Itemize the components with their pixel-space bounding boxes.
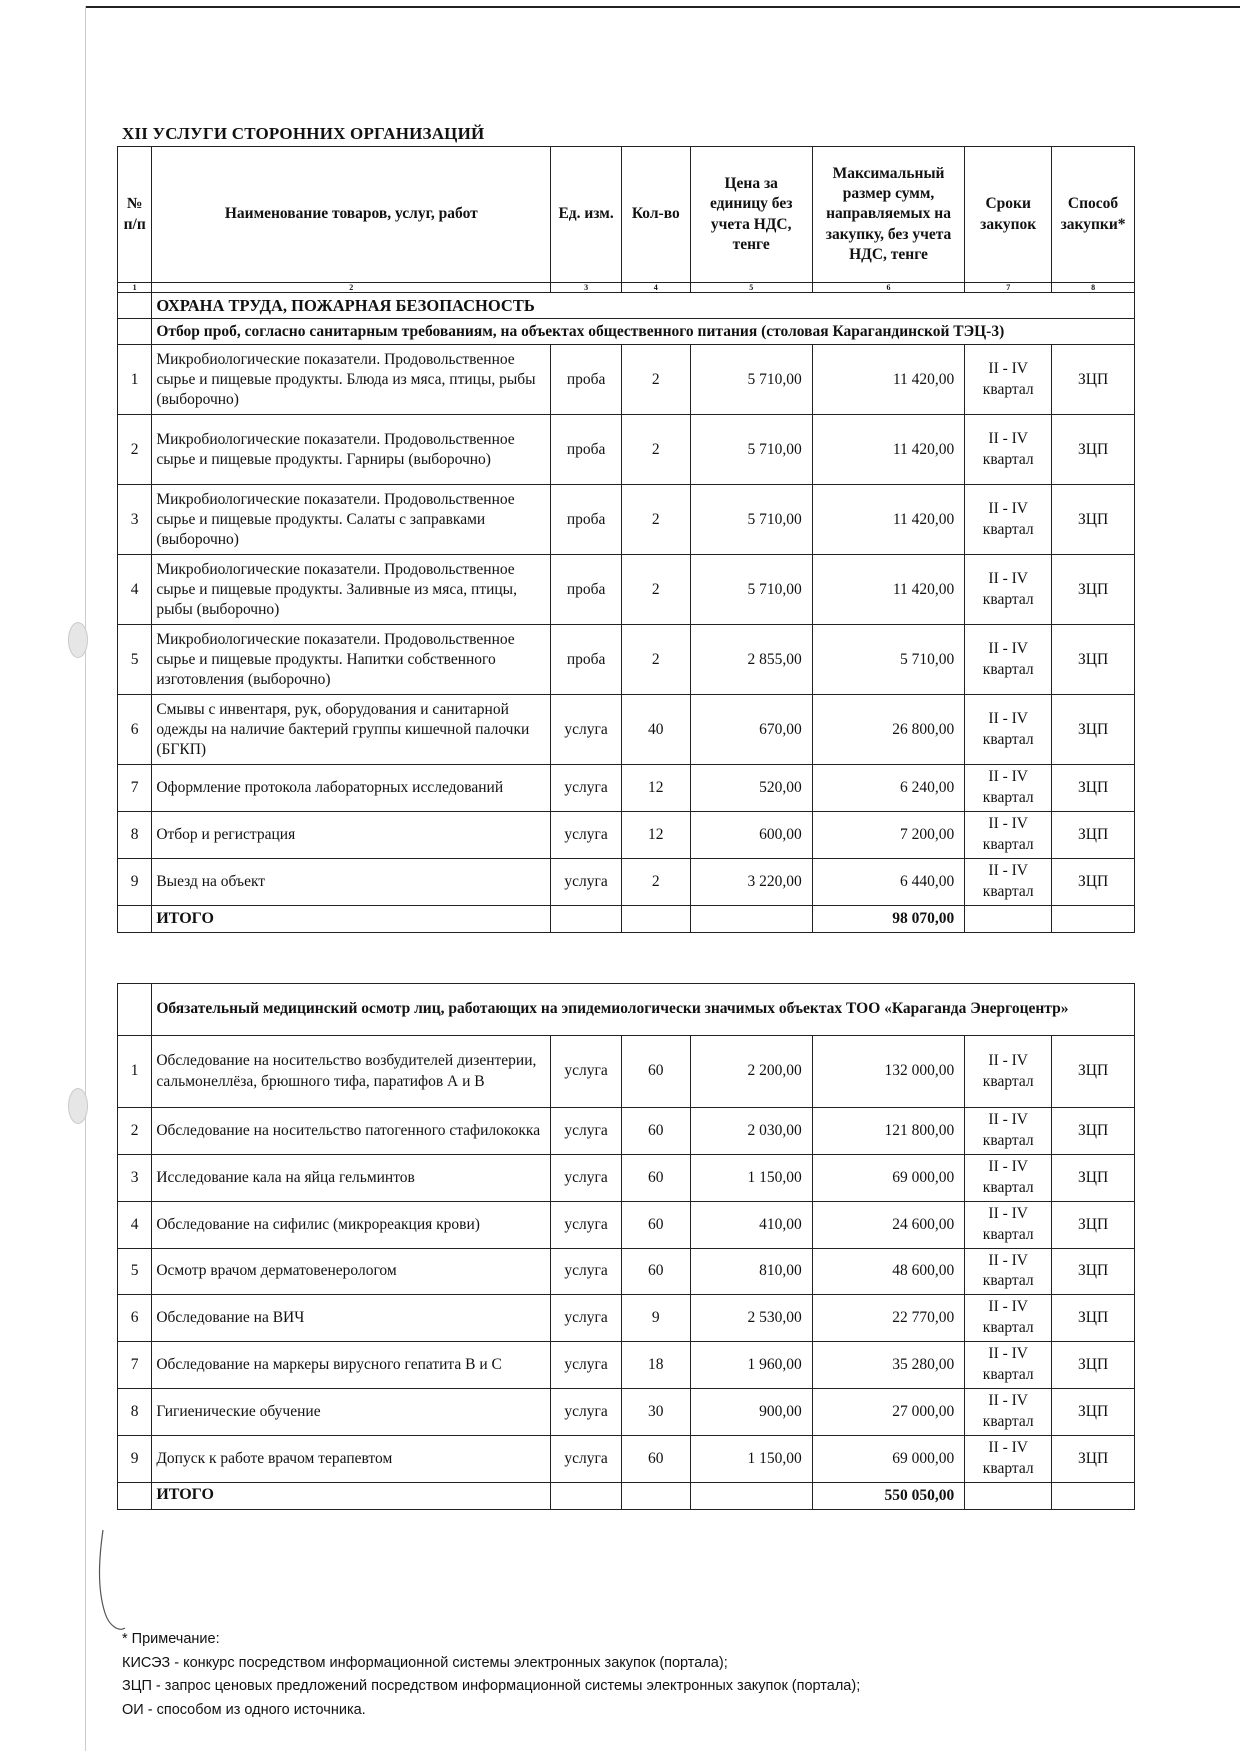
procurement-method: ЗЦП bbox=[1052, 1036, 1135, 1108]
procurement-table-medical bbox=[117, 983, 1135, 1510]
procurement-term: II - IV квартал bbox=[965, 1389, 1052, 1436]
row-number: 8 bbox=[118, 1389, 152, 1436]
table-row bbox=[118, 625, 1135, 695]
item-name: Обследование на носительство возбудителей дизентерии, сальмонеллёза, брюшного тифа, паратифов А и В bbox=[152, 1036, 551, 1108]
procurement-term: II - IV квартал bbox=[965, 1108, 1052, 1155]
item-name: Микробиологические показатели. Продовольственное сырье и пищевые продукты. Гарниры (выборочно) bbox=[152, 415, 551, 485]
total-label: ИТОГО bbox=[152, 905, 551, 932]
unit: услуга bbox=[551, 812, 622, 859]
procurement-method: ЗЦП bbox=[1052, 555, 1135, 625]
table-row bbox=[118, 1295, 1135, 1342]
max-sum: 27 000,00 bbox=[812, 1389, 964, 1436]
max-sum: 69 000,00 bbox=[812, 1154, 964, 1201]
category-row bbox=[118, 293, 1135, 319]
quantity: 12 bbox=[621, 812, 690, 859]
procurement-method: ЗЦП bbox=[1052, 765, 1135, 812]
quantity: 2 bbox=[621, 555, 690, 625]
column-number: 7 bbox=[965, 283, 1052, 293]
row-number: 3 bbox=[118, 1154, 152, 1201]
procurement-term: II - IV квартал bbox=[965, 1342, 1052, 1389]
unit-price: 5 710,00 bbox=[690, 415, 812, 485]
unit-price: 5 710,00 bbox=[690, 345, 812, 415]
item-name: Микробиологические показатели. Продовольственное сырье и пищевые продукты. Салаты с заправками (выборочно) bbox=[152, 485, 551, 555]
row-number: 1 bbox=[118, 1036, 152, 1108]
max-sum: 11 420,00 bbox=[812, 415, 964, 485]
procurement-method: ЗЦП bbox=[1052, 812, 1135, 859]
procurement-term: II - IV квартал bbox=[965, 765, 1052, 812]
punch-hole-icon bbox=[68, 622, 88, 658]
procurement-method: ЗЦП bbox=[1052, 1154, 1135, 1201]
row-number: 9 bbox=[118, 1435, 152, 1482]
column-number: 6 bbox=[812, 283, 964, 293]
column-number: 4 bbox=[621, 283, 690, 293]
quantity: 40 bbox=[621, 695, 690, 765]
row-number: 7 bbox=[118, 1342, 152, 1389]
column-number: 5 bbox=[690, 283, 812, 293]
unit-price: 810,00 bbox=[690, 1248, 812, 1295]
item-name: Микробиологические показатели. Продовольственное сырье и пищевые продукты. Заливные из мяса, птицы, рыбы (выборочно) bbox=[152, 555, 551, 625]
table-row bbox=[118, 1036, 1135, 1108]
max-sum: 7 200,00 bbox=[812, 812, 964, 859]
column-number: 3 bbox=[551, 283, 622, 293]
unit: услуга bbox=[551, 1248, 622, 1295]
unit-price: 3 220,00 bbox=[690, 859, 812, 906]
max-sum: 132 000,00 bbox=[812, 1036, 964, 1108]
note-line: ОИ - способом из одного источника. bbox=[122, 1701, 366, 1718]
table-row bbox=[118, 1435, 1135, 1482]
max-sum: 26 800,00 bbox=[812, 695, 964, 765]
procurement-method: ЗЦП bbox=[1052, 1108, 1135, 1155]
total-label: ИТОГО bbox=[152, 1482, 551, 1509]
row-number: 9 bbox=[118, 859, 152, 906]
unit: проба bbox=[551, 485, 622, 555]
row-number: 6 bbox=[118, 1295, 152, 1342]
table-row bbox=[118, 695, 1135, 765]
unit-price: 670,00 bbox=[690, 695, 812, 765]
row-number: 5 bbox=[118, 625, 152, 695]
procurement-term: II - IV квартал bbox=[965, 812, 1052, 859]
item-name: Смывы с инвентаря, рук, оборудования и санитарной одежды на наличие бактерий группы кишечной палочки (БГКП) bbox=[152, 695, 551, 765]
unit: услуга bbox=[551, 1342, 622, 1389]
header-qty: Кол-во bbox=[621, 147, 690, 283]
procurement-method: ЗЦП bbox=[1052, 485, 1135, 555]
unit: услуга bbox=[551, 1435, 622, 1482]
quantity: 60 bbox=[621, 1201, 690, 1248]
table-row bbox=[118, 555, 1135, 625]
max-sum: 35 280,00 bbox=[812, 1342, 964, 1389]
row-number: 4 bbox=[118, 1201, 152, 1248]
table-row bbox=[118, 485, 1135, 555]
quantity: 2 bbox=[621, 859, 690, 906]
procurement-method: ЗЦП bbox=[1052, 695, 1135, 765]
unit: услуга bbox=[551, 859, 622, 906]
row-number: 3 bbox=[118, 485, 152, 555]
table-row bbox=[118, 1201, 1135, 1248]
subcategory-heading: Отбор проб, согласно санитарным требованиям, на объектах общественного питания (столовая Карагандинской ТЭЦ-3) bbox=[152, 319, 1135, 345]
unit: услуга bbox=[551, 765, 622, 812]
punch-hole-icon bbox=[68, 1088, 88, 1124]
unit: проба bbox=[551, 625, 622, 695]
unit: проба bbox=[551, 345, 622, 415]
procurement-term: II - IV квартал bbox=[965, 485, 1052, 555]
procurement-term: II - IV квартал bbox=[965, 859, 1052, 906]
quantity: 60 bbox=[621, 1108, 690, 1155]
procurement-method: ЗЦП bbox=[1052, 1248, 1135, 1295]
quantity: 2 bbox=[621, 345, 690, 415]
unit-price: 2 030,00 bbox=[690, 1108, 812, 1155]
procurement-term: II - IV квартал bbox=[965, 625, 1052, 695]
table-row bbox=[118, 1389, 1135, 1436]
table-row bbox=[118, 1342, 1135, 1389]
quantity: 12 bbox=[621, 765, 690, 812]
header-name: Наименование товаров, услуг, работ bbox=[152, 147, 551, 283]
table-row bbox=[118, 1248, 1135, 1295]
scan-top-edge bbox=[85, 6, 1240, 8]
quantity: 60 bbox=[621, 1036, 690, 1108]
unit: проба bbox=[551, 555, 622, 625]
row-number: 2 bbox=[118, 415, 152, 485]
row-number: 7 bbox=[118, 765, 152, 812]
unit: услуга bbox=[551, 1389, 622, 1436]
subcategory-row bbox=[118, 984, 1135, 1036]
unit-price: 5 710,00 bbox=[690, 555, 812, 625]
column-number: 2 bbox=[152, 283, 551, 293]
unit: услуга bbox=[551, 1295, 622, 1342]
section-title: XII УСЛУГИ СТОРОННИХ ОРГАНИЗАЦИЙ bbox=[122, 124, 485, 143]
quantity: 60 bbox=[621, 1435, 690, 1482]
note-line: ЗЦП - запрос ценовых предложений посредством информационной системы электронных закупок (портала); bbox=[122, 1678, 861, 1694]
item-name: Осмотр врачом дерматовенерологом bbox=[152, 1248, 551, 1295]
procurement-method: ЗЦП bbox=[1052, 415, 1135, 485]
unit-price: 5 710,00 bbox=[690, 485, 812, 555]
row-number: 6 bbox=[118, 695, 152, 765]
table-row bbox=[118, 1154, 1135, 1201]
procurement-term: II - IV квартал bbox=[965, 1154, 1052, 1201]
column-number-row bbox=[118, 283, 1135, 293]
quantity: 9 bbox=[621, 1295, 690, 1342]
total-value: 550 050,00 bbox=[812, 1482, 964, 1509]
procurement-method: ЗЦП bbox=[1052, 1295, 1135, 1342]
item-name: Микробиологические показатели. Продовольственное сырье и пищевые продукты. Напитки собственного изготовления (выборочно) bbox=[152, 625, 551, 695]
unit: услуга bbox=[551, 1201, 622, 1248]
total-row bbox=[118, 905, 1135, 932]
table-row bbox=[118, 345, 1135, 415]
quantity: 18 bbox=[621, 1342, 690, 1389]
row-number: 1 bbox=[118, 345, 152, 415]
procurement-method: ЗЦП bbox=[1052, 859, 1135, 906]
procurement-term: II - IV квартал bbox=[965, 1248, 1052, 1295]
item-name: Обследование на ВИЧ bbox=[152, 1295, 551, 1342]
procurement-method: ЗЦП bbox=[1052, 1435, 1135, 1482]
procurement-method: ЗЦП bbox=[1052, 625, 1135, 695]
column-number: 1 bbox=[118, 283, 152, 293]
item-name: Отбор и регистрация bbox=[152, 812, 551, 859]
quantity: 60 bbox=[621, 1248, 690, 1295]
unit-price: 520,00 bbox=[690, 765, 812, 812]
procurement-term: II - IV квартал bbox=[965, 555, 1052, 625]
notes-block bbox=[122, 1628, 860, 1722]
procurement-term: II - IV квартал bbox=[965, 1435, 1052, 1482]
header-method: Способ закупки* bbox=[1052, 147, 1135, 283]
item-name: Гигиенические обучение bbox=[152, 1389, 551, 1436]
table-row bbox=[118, 765, 1135, 812]
item-name: Обследование на маркеры вирусного гепатита В и С bbox=[152, 1342, 551, 1389]
unit: услуга bbox=[551, 1154, 622, 1201]
unit-price: 600,00 bbox=[690, 812, 812, 859]
row-number: 5 bbox=[118, 1248, 152, 1295]
header-price: Цена за единицу без учета НДС, тенге bbox=[690, 147, 812, 283]
procurement-method: ЗЦП bbox=[1052, 1342, 1135, 1389]
scan-left-edge bbox=[85, 6, 86, 1751]
item-name: Микробиологические показатели. Продовольственное сырье и пищевые продукты. Блюда из мяса, птицы, рыбы (выборочно) bbox=[152, 345, 551, 415]
quantity: 2 bbox=[621, 625, 690, 695]
max-sum: 6 240,00 bbox=[812, 765, 964, 812]
procurement-term: II - IV квартал bbox=[965, 1201, 1052, 1248]
row-number: 2 bbox=[118, 1108, 152, 1155]
table-row bbox=[118, 415, 1135, 485]
unit-price: 410,00 bbox=[690, 1201, 812, 1248]
max-sum: 24 600,00 bbox=[812, 1201, 964, 1248]
procurement-term: II - IV квартал bbox=[965, 695, 1052, 765]
quantity: 30 bbox=[621, 1389, 690, 1436]
total-row bbox=[118, 1482, 1135, 1509]
table-row bbox=[118, 1108, 1135, 1155]
table-row bbox=[118, 859, 1135, 906]
row-number: 8 bbox=[118, 812, 152, 859]
procurement-method: ЗЦП bbox=[1052, 1201, 1135, 1248]
max-sum: 22 770,00 bbox=[812, 1295, 964, 1342]
header-unit: Ед. изм. bbox=[551, 147, 622, 283]
max-sum: 48 600,00 bbox=[812, 1248, 964, 1295]
table-header-row bbox=[118, 147, 1135, 283]
note-line: КИСЭЗ - конкурс посредством информационной системы электронных закупок (портала); bbox=[122, 1654, 728, 1671]
unit: услуга bbox=[551, 1036, 622, 1108]
procurement-term: II - IV квартал bbox=[965, 1036, 1052, 1108]
header-max-sum: Максимальный размер сумм, направляемых на закупку, без учета НДС, тенге bbox=[812, 147, 964, 283]
procurement-term: II - IV квартал bbox=[965, 415, 1052, 485]
unit-price: 2 200,00 bbox=[690, 1036, 812, 1108]
procurement-term: II - IV квартал bbox=[965, 345, 1052, 415]
max-sum: 121 800,00 bbox=[812, 1108, 964, 1155]
procurement-method: ЗЦП bbox=[1052, 345, 1135, 415]
item-name: Допуск к работе врачом терапевтом bbox=[152, 1435, 551, 1482]
max-sum: 69 000,00 bbox=[812, 1435, 964, 1482]
max-sum: 5 710,00 bbox=[812, 625, 964, 695]
procurement-method: ЗЦП bbox=[1052, 1389, 1135, 1436]
header-term: Сроки закупок bbox=[965, 147, 1052, 283]
unit: услуга bbox=[551, 1108, 622, 1155]
unit: проба bbox=[551, 415, 622, 485]
max-sum: 11 420,00 bbox=[812, 345, 964, 415]
procurement-term: II - IV квартал bbox=[965, 1295, 1052, 1342]
procurement-table-sampling bbox=[117, 146, 1135, 933]
unit-price: 1 150,00 bbox=[690, 1435, 812, 1482]
quantity: 2 bbox=[621, 415, 690, 485]
item-name: Исследование кала на яйца гельминтов bbox=[152, 1154, 551, 1201]
unit-price: 900,00 bbox=[690, 1389, 812, 1436]
item-name: Обследование на носительство патогенного стафилококка bbox=[152, 1108, 551, 1155]
unit-price: 1 150,00 bbox=[690, 1154, 812, 1201]
unit-price: 2 855,00 bbox=[690, 625, 812, 695]
item-name: Выезд на объект bbox=[152, 859, 551, 906]
subcategory-heading: Обязательный медицинский осмотр лиц, работающих на эпидемиологически значимых объектах ТОО «Караганда Энергоцентр» bbox=[152, 984, 1135, 1036]
signature-mark-icon bbox=[95, 1528, 135, 1638]
header-num: № п/п bbox=[118, 147, 152, 283]
notes-title: * Примечание: bbox=[122, 1631, 220, 1647]
item-name: Обследование на сифилис (микрореакция крови) bbox=[152, 1201, 551, 1248]
unit: услуга bbox=[551, 695, 622, 765]
quantity: 2 bbox=[621, 485, 690, 555]
max-sum: 11 420,00 bbox=[812, 485, 964, 555]
unit-price: 2 530,00 bbox=[690, 1295, 812, 1342]
max-sum: 6 440,00 bbox=[812, 859, 964, 906]
row-number: 4 bbox=[118, 555, 152, 625]
max-sum: 11 420,00 bbox=[812, 555, 964, 625]
item-name: Оформление протокола лабораторных исследований bbox=[152, 765, 551, 812]
quantity: 60 bbox=[621, 1154, 690, 1201]
unit-price: 1 960,00 bbox=[690, 1342, 812, 1389]
total-value: 98 070,00 bbox=[812, 905, 964, 932]
category-heading: ОХРАНА ТРУДА, ПОЖАРНАЯ БЕЗОПАСНОСТЬ bbox=[152, 293, 1135, 319]
table-row bbox=[118, 812, 1135, 859]
subcategory-row bbox=[118, 319, 1135, 345]
column-number: 8 bbox=[1052, 283, 1135, 293]
